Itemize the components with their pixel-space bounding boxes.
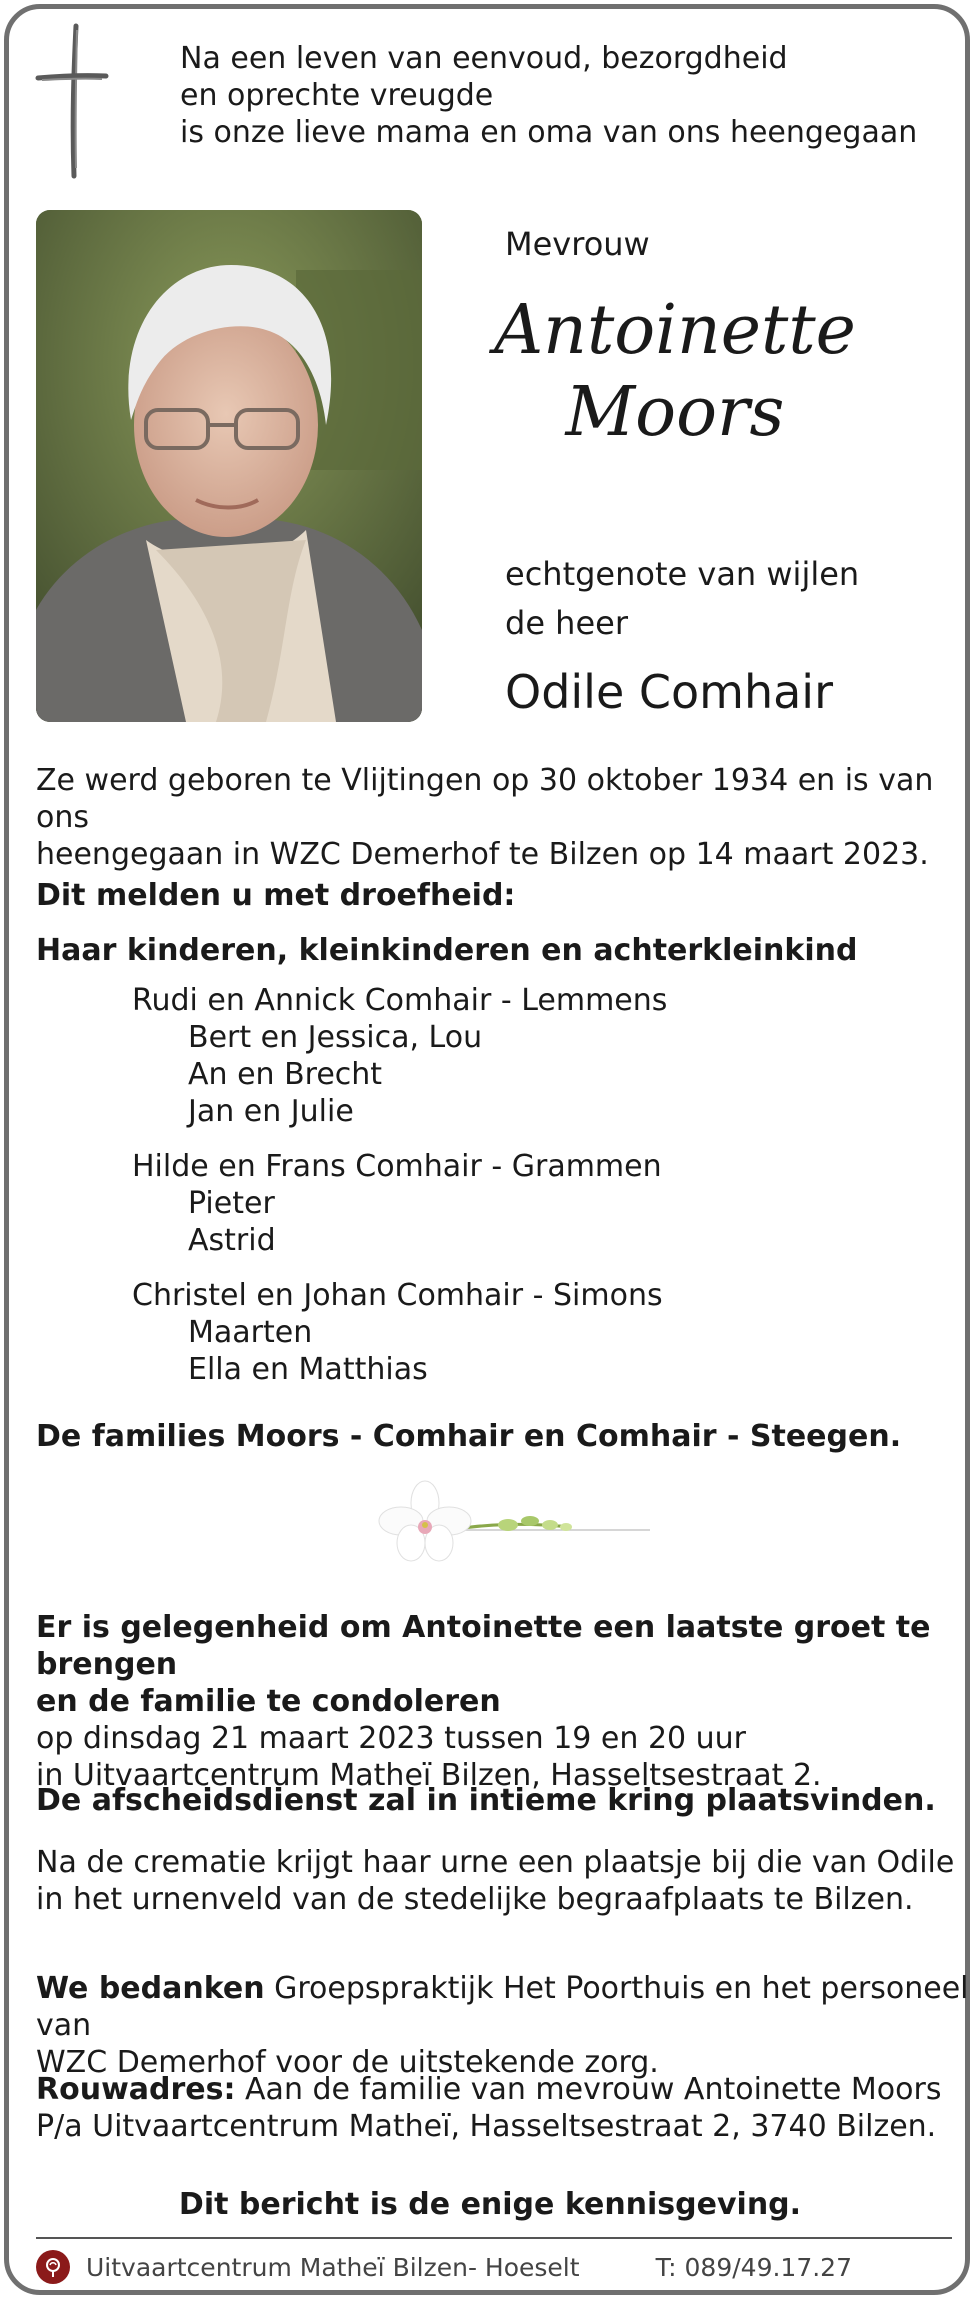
portrait-photo [36, 210, 422, 722]
visitation-heading: en de familie te condoleren [36, 1684, 501, 1719]
footer-phone: T: 089/49.17.27 [655, 2252, 852, 2282]
intro-line: en oprechte vreugde [180, 78, 494, 113]
footer-company: Uitvaartcentrum Matheï Bilzen- Hoeselt [86, 2252, 580, 2282]
spouse-label-line: de heer [505, 604, 628, 642]
family-parent: Christel en Johan Comhair - Simons [132, 1278, 663, 1313]
announcement-subheading: Haar kinderen, kleinkinderen en achterkleinkind [36, 933, 858, 968]
rose-logo-icon [36, 2250, 70, 2284]
family-child: Pieter [188, 1186, 275, 1221]
spouse-name: Odile Comhair [505, 665, 833, 719]
text-line: heengegaan in WZC Demerhof te Bilzen op 14 maart 2023. [36, 837, 929, 872]
text-line: Ze werd geboren te Vlijtingen op 30 oktober 1934 en is van ons [36, 763, 934, 835]
family-parent: Hilde en Frans Comhair - Grammen [132, 1149, 662, 1184]
thanks-bold: We bedanken [36, 1971, 265, 2006]
intro-line: is onze lieve mama en oma van ons heengegaan [180, 115, 918, 150]
footer-divider [36, 2237, 952, 2239]
family-child: Astrid [188, 1223, 276, 1258]
family-child: Maarten [188, 1315, 313, 1350]
spouse-label-line: echtgenote van wijlen [505, 555, 860, 593]
family-child: Ella en Matthias [188, 1352, 428, 1387]
thanks-text [36, 1970, 980, 2081]
notice-text: Dit bericht is de enige kennisgeving. [178, 2187, 802, 2222]
family-parent: Rudi en Annick Comhair - Lemmens [132, 983, 668, 1018]
address-bold: Rouwadres: [36, 2072, 236, 2107]
first-name: Antoinette [494, 291, 856, 370]
address-rest: Aan de familie van mevrouw Antoinette Moors [235, 2072, 942, 2107]
intro-text [180, 40, 917, 151]
visitation-line: op dinsdag 21 maart 2023 tussen 19 en 20 uur [36, 1721, 747, 1756]
text-line: P/a Uitvaartcentrum Matheï, Hasseltsestraat 2, 3740 Bilzen. [36, 2109, 937, 2144]
family-child: Bert en Jessica, Lou [188, 1020, 483, 1055]
announcement-heading: Dit melden u met droefheid: [36, 878, 516, 913]
salutation: Mevrouw [505, 225, 650, 263]
visitation-line: in Uitvaartcentrum Matheï Bilzen, Hasseltsestraat 2. [36, 1758, 822, 1793]
last-name: Moors [565, 373, 785, 452]
family-list [132, 982, 667, 1388]
intro-line: Na een leven van eenvoud, bezorgdheid [180, 41, 788, 76]
spouse-label [505, 550, 859, 648]
text-line: WZC Demerhof voor de uitstekende zorg. [36, 2045, 659, 2080]
cremation-text [36, 1844, 954, 1918]
service-text: De afscheidsdienst zal in intieme kring plaatsvinden. [36, 1783, 936, 1818]
families-line: De families Moors - Comhair en Comhair - Steegen. [36, 1419, 902, 1454]
text-line: Na de crematie krijgt haar urne een plaatsje bij die van Odile [36, 1845, 955, 1880]
address-text [36, 2071, 941, 2145]
birth-death-text [36, 762, 980, 873]
text-line [36, 2071, 941, 2108]
text-line: in het urnenveld van de stedelijke begraafplaats te Bilzen. [36, 1882, 914, 1917]
footer [36, 2247, 952, 2287]
visitation-heading: Er is gelegenheid om Antoinette een laatste groet te brengen [36, 1610, 931, 1682]
thanks-rest: Groepspraktijk Het Poorthuis en het personeel van [36, 1971, 969, 2043]
family-child: Jan en Julie [188, 1094, 354, 1129]
orchid-icon [370, 1475, 660, 1585]
visitation-text [36, 1609, 980, 1794]
family-child: An en Brecht [188, 1057, 383, 1092]
cross-icon [30, 18, 110, 183]
deceased-name [480, 290, 870, 454]
text-line [36, 1970, 980, 2044]
